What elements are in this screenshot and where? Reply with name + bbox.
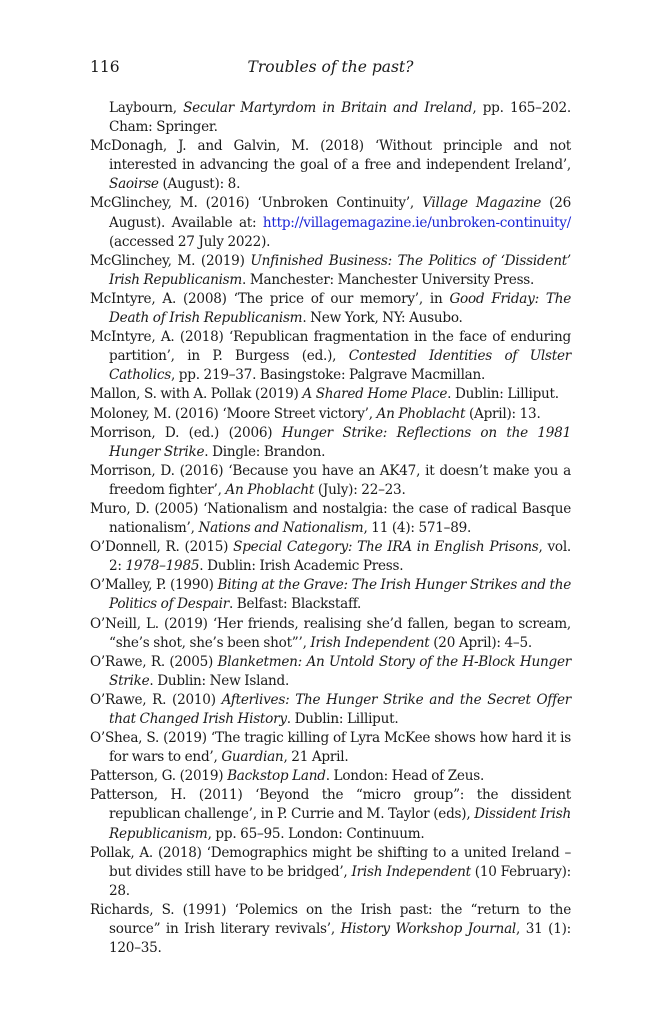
reference-title: Nations and Nationalism (198, 520, 364, 537)
reference-entry (90, 538, 571, 576)
reference-entry (90, 137, 571, 194)
reference-entry (90, 328, 571, 385)
reference-entry (90, 99, 571, 137)
reference-entry (90, 252, 571, 290)
reference-title: Contested Identities of Ulster Catholics (109, 348, 571, 384)
reference-title: Afterlives: The Hunger Strike and the Secret Offer that Changed Irish History (109, 691, 571, 727)
reference-text: . Dublin: Irish Academic Press. (199, 558, 404, 575)
reference-text: Richards, S. (1991) ‘Polemics on the Irish past: the “return to the source” in Irish literary revivals’, (90, 901, 571, 938)
reference-title: History Workshop Journal (340, 921, 517, 938)
reference-title: Hunger Strike: Reflections on the 1981 Hunger Strike (109, 424, 571, 460)
reference-title: Irish Independent (310, 634, 430, 651)
reference-text: Mallon, S. with A. Pollak (2019) (90, 386, 303, 403)
reference-text: (accessed 27 July 2022). (109, 233, 271, 250)
reference-text: , pp. 165–202. Cham: Springer. (109, 100, 571, 136)
reference-title: Saoirse (109, 176, 159, 193)
reference-text: , 11 (4): 571–89. (363, 520, 472, 537)
reference-text: O’Donnell, R. (2015) (90, 539, 234, 556)
reference-title: Secular Martyrdom in Britain and Ireland (183, 100, 473, 116)
reference-entry (90, 576, 571, 614)
reference-entry (90, 462, 571, 500)
reference-text: Laybourn, (109, 100, 184, 116)
reference-text: Patterson, G. (2019) (90, 768, 228, 785)
reference-title: An Phoblacht (225, 481, 315, 498)
reference-list (90, 99, 571, 958)
reference-text: . Belfast: Blackstaff. (228, 596, 362, 613)
reference-entry (90, 424, 571, 462)
reference-text: , 31 (1): 120–35. (109, 921, 572, 957)
reference-entry (90, 844, 571, 901)
reference-text: O’Neill, L. (2019) ‘Her friends, realising she’d fallen, began to scream, “she’s shot, she’s been shot”’, (90, 615, 571, 651)
reference-url-link[interactable]: http://villagemagazine.ie/unbroken-continuity/ (262, 214, 571, 231)
reference-text: (July): 22–23. (314, 481, 406, 498)
reference-title: A Shared Home Place (302, 386, 448, 403)
reference-text: McDonagh, J. and Galvin, M. (2018) ‘Without principle and not interested in advancing the goal of a free and independent Ireland’, (90, 138, 571, 174)
reference-title: Guardian (221, 749, 284, 766)
reference-text: , pp. 65–95. London: Continuum. (207, 825, 425, 842)
reference-text: (April): 13. (465, 405, 541, 422)
reference-entry (90, 194, 571, 251)
reference-entry (90, 290, 571, 328)
reference-text: McGlinchey, M. (2016) ‘Unbroken Continuity’, (90, 195, 423, 212)
reference-title: Dissident Irish Republicanism (109, 806, 571, 842)
reference-text: , vol. 2: (109, 539, 572, 575)
reference-entry (90, 653, 571, 691)
reference-text: Muro, D. (2005) ‘Nationalism and nostalgia: the case of radical Basque nationalism’, (90, 500, 571, 537)
reference-text: Morrison, D. (ed.) (2006) (90, 424, 282, 441)
reference-entry (90, 729, 571, 767)
reference-text: (August): 8. (158, 176, 241, 193)
reference-text: (20 April): 4–5. (429, 634, 532, 651)
reference-title: Blanketmen: An Untold Story of the H-Block Hunger Strike (109, 653, 571, 689)
reference-entry (90, 500, 571, 538)
reference-title: 1978–1985 (125, 558, 200, 575)
reference-entry (90, 615, 571, 653)
reference-title: Good Friday: The Death of Irish Republicanism (109, 290, 572, 327)
reference-text: . Manchester: Manchester University Press. (242, 271, 535, 288)
reference-text: Patterson, H. (2011) ‘Beyond the “micro group”: the dissident republican challenge’, in P. Currie and M. Taylor (eds), (90, 787, 571, 823)
reference-text: (10 February): 28. (109, 863, 572, 899)
reference-text: . Dublin: Lilliput. (447, 386, 559, 403)
reference-text: McGlinchey, M. (2019) (90, 252, 251, 269)
reference-title: Biting at the Grave: The Irish Hunger Strikes and the Politics of Despair (109, 577, 571, 613)
reference-text: , 21 April. (283, 749, 349, 766)
reference-title: Special Category: The IRA in English Prisons (233, 539, 539, 556)
reference-text: Pollak, A. (2018) ‘Demographics might be shifting to a united Ireland – but divides still have to be bridged’, (90, 844, 571, 880)
reference-text: . Dublin: Lilliput. (286, 711, 399, 727)
reference-entry (90, 767, 571, 786)
reference-text: Morrison, D. (2016) ‘Because you have an AK47, it doesn’t make you a freedom fighter’, (90, 462, 571, 498)
reference-text: O’Malley, P. (1990) (90, 577, 218, 594)
reference-title: Backstop Land (227, 768, 326, 785)
reference-title: An Phoblacht (376, 405, 466, 422)
reference-text: McIntyre, A. (2008) ‘The price of our memory’, in (90, 290, 450, 307)
reference-text: O’Shea, S. (2019) ‘The tragic killing of Lyra McKee shows how hard it is for wars to end’, (90, 730, 571, 766)
reference-entry (90, 901, 571, 958)
reference-text: . Dingle: Brandon. (204, 443, 326, 460)
reference-text: , pp. 219–37. Basingstoke: Palgrave Macmillan. (170, 367, 486, 384)
reference-entry (90, 385, 571, 404)
reference-text: (26 August). Available at: (109, 195, 571, 231)
reference-entry (90, 786, 571, 843)
reference-text: McIntyre, A. (2018) ‘Republican fragmentation in the face of enduring partition’, in P. Burgess (ed.), (90, 329, 571, 365)
reference-text: O’Rawe, R. (2010) (90, 691, 222, 708)
page-number: 116 (90, 58, 120, 76)
reference-title: Irish Independent (351, 863, 471, 880)
running-title: Troubles of the past? (247, 58, 414, 76)
reference-title: Village Magazine (422, 195, 542, 212)
reference-text: . New York, NY: Ausubo. (302, 310, 463, 327)
reference-text: Moloney, M. (2016) ‘Moore Street victory’, (90, 405, 377, 422)
reference-text: . London: Head of Zeus. (325, 768, 485, 785)
reference-entry (90, 405, 571, 424)
reference-entry (90, 691, 571, 729)
reference-text: O’Rawe, R. (2005) (90, 653, 218, 670)
running-head (90, 58, 571, 80)
reference-title: Unfinished Business: The Politics of ‘Dissident’ Irish Republicanism (109, 252, 571, 288)
reference-text: . Dublin: New Island. (149, 672, 290, 689)
